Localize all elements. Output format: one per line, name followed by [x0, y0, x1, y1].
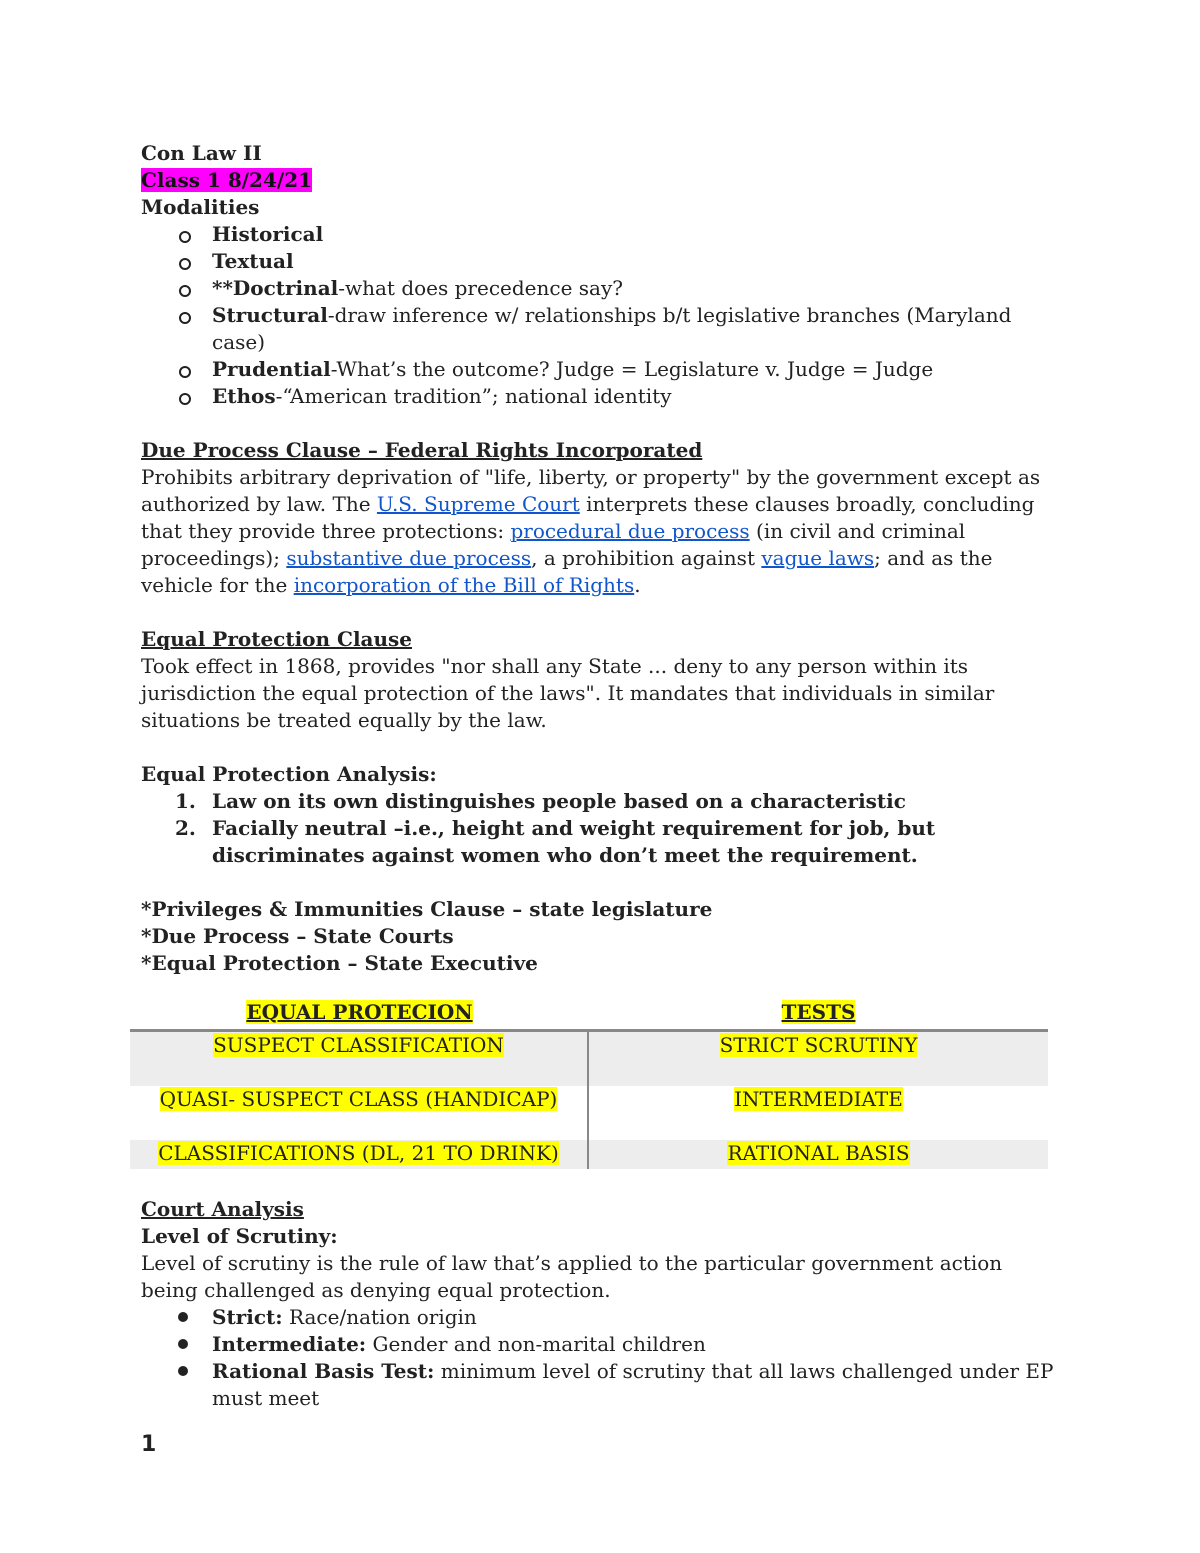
supreme-court-link[interactable]: U.S. Supreme Court — [376, 492, 580, 516]
list-item: Textual — [141, 248, 1061, 275]
class-label: Class 1 8/24/21 — [141, 168, 313, 192]
due-process-heading: Due Process Clause – Federal Rights Incorporated — [141, 438, 703, 462]
table-cell: STRICT SCRUTINY — [719, 1033, 918, 1057]
list-item: Structural-draw inference w/ relationships b/t legislative branches (Maryland case) — [141, 302, 1061, 356]
circle-bullet-icon — [179, 393, 191, 405]
table-row — [130, 1140, 1048, 1169]
circle-bullet-icon — [179, 258, 191, 270]
list-item: Prudential-What’s the outcome? Judge = Legislature v. Judge = Judge — [141, 356, 1061, 383]
list-item: Strict: Race/nation origin — [141, 1304, 1061, 1331]
circle-bullet-icon — [179, 231, 191, 243]
list-item: 1. Law on its own distinguishes people based on a characteristic — [175, 789, 906, 813]
equal-protection-heading: Equal Protection Clause — [141, 627, 413, 651]
court-analysis-heading: Court Analysis — [141, 1197, 304, 1221]
level-of-scrutiny-body: Level of scrutiny is the rule of law that’s applied to the particular government action being challenged as denying equal protection. — [141, 1251, 1003, 1302]
substantive-due-process-link[interactable]: substantive due process — [286, 546, 532, 570]
list-item: **Doctrinal-what does precedence say? — [141, 275, 1061, 302]
note-line: *Equal Protection – State Executive — [141, 951, 538, 975]
ep-analysis-list — [141, 788, 1061, 869]
page-number: 1 — [141, 1432, 157, 1457]
note-line: *Privileges & Immunities Clause – state legislature — [141, 897, 713, 921]
disc-bullet-icon — [178, 1339, 188, 1349]
list-item: Rational Basis Test: minimum level of scrutiny that all laws challenged under EP must meet — [141, 1358, 1061, 1412]
equal-protection-table — [130, 999, 1048, 1169]
due-process-body: Prohibits arbitrary deprivation of "life, liberty, or property" by the government except as authorized by law. The U.S. Supreme Court interprets these clauses broadly, concluding that they provide three protections: procedural due process (in civil and criminal proceedings); substantive due process, a prohibition against vague laws; and as the vehicle for the incorporation of the Bill of Rights. — [141, 465, 1041, 597]
table-row — [130, 1032, 1048, 1086]
table-header — [130, 999, 1048, 1032]
equal-protection-body: Took effect in 1868, provides "nor shall any State ... deny to any person within its jurisdiction the equal protection of the laws". It mandates that individuals in similar situations be treated equally by the law. — [141, 654, 995, 732]
disc-bullet-icon — [178, 1366, 188, 1376]
modalities-heading: Modalities — [141, 195, 260, 219]
list-item: 2. Facially neutral –i.e., height and weight requirement for job, but discriminates against women who don’t meet the requirement. — [175, 816, 936, 867]
doc-title: Con Law II — [141, 141, 262, 165]
vague-laws-link[interactable]: vague laws — [761, 546, 875, 570]
ep-analysis-heading: Equal Protection Analysis: — [141, 762, 437, 786]
table-header-cell: EQUAL PROTECION — [246, 1000, 473, 1024]
table-header-cell: TESTS — [781, 1000, 856, 1024]
circle-bullet-icon — [179, 285, 191, 297]
document-page — [141, 140, 1061, 1412]
table-cell: RATIONAL BASIS — [727, 1141, 910, 1165]
table-cell: CLASSIFICATIONS (DL, 21 TO DRINK) — [158, 1141, 559, 1165]
list-item: Intermediate: Gender and non-marital children — [141, 1331, 1061, 1358]
table-cell: QUASI- SUSPECT CLASS (HANDICAP) — [159, 1087, 558, 1111]
table-row — [130, 1086, 1048, 1140]
note-line: *Due Process – State Courts — [141, 924, 454, 948]
disc-bullet-icon — [178, 1312, 188, 1322]
scrutiny-list — [141, 1304, 1061, 1412]
table-cell: INTERMEDIATE — [734, 1087, 903, 1111]
table-cell: SUSPECT CLASSIFICATION — [213, 1033, 504, 1057]
incorporation-link[interactable]: incorporation of the Bill of Rights — [293, 573, 635, 597]
procedural-due-process-link[interactable]: procedural due process — [510, 519, 750, 543]
level-of-scrutiny-heading: Level of Scrutiny: — [141, 1224, 338, 1248]
list-item: Historical — [141, 221, 1061, 248]
circle-bullet-icon — [179, 312, 191, 324]
circle-bullet-icon — [179, 366, 191, 378]
modalities-list — [141, 221, 1061, 410]
list-item: Ethos-“American tradition”; national identity — [141, 383, 1061, 410]
